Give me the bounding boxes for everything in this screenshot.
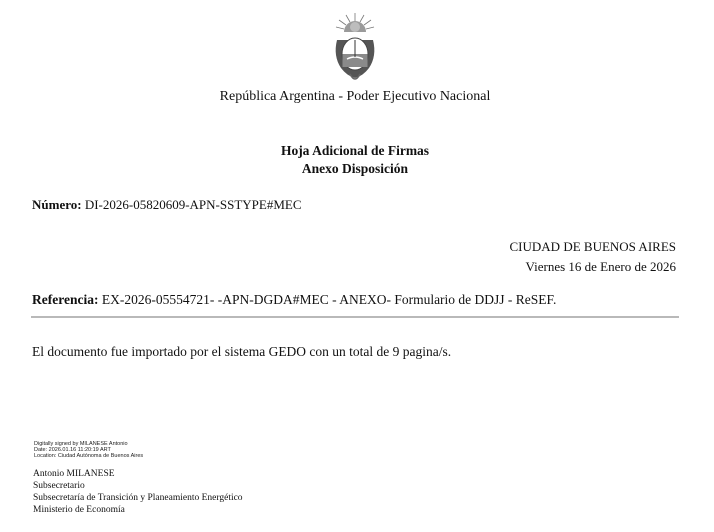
signer-name: Antonio MILANESE bbox=[33, 469, 115, 479]
header-title: República Argentina - Poder Ejecutivo Nacional bbox=[219, 89, 491, 104]
signature-date: Date: 2026.01.16 11:20:19 ART bbox=[34, 447, 111, 453]
signer-role: Subsecretario bbox=[33, 481, 85, 491]
referencia-label: Referencia: bbox=[32, 292, 99, 307]
document-title-line2: Anexo Disposición bbox=[301, 161, 409, 176]
signer-ministry: Ministerio de Economía bbox=[33, 505, 125, 515]
signer-office: Subsecretaría de Transición y Planeamiento Energético bbox=[33, 493, 243, 503]
document-title-line1: Hoja Adicional de Firmas bbox=[280, 143, 430, 158]
body-text: El documento fue importado por el sistema GEDO con un total de 9 pagina/s. bbox=[32, 344, 452, 359]
divider bbox=[31, 316, 679, 318]
signer-block bbox=[33, 468, 243, 516]
digital-signature-stamp bbox=[34, 441, 143, 459]
signature-location: Location: Ciudad Autónoma de Buenos Aires bbox=[34, 453, 144, 459]
reference bbox=[32, 292, 556, 308]
date: Viernes 16 de Enero de 2026 bbox=[525, 259, 676, 274]
place-date bbox=[510, 237, 676, 277]
place: CIUDAD DE BUENOS AIRES bbox=[509, 239, 676, 254]
numero-value: DI-2026-05820609-APN-SSTYPE#MEC bbox=[84, 197, 302, 212]
numero-label: Número: bbox=[32, 197, 82, 212]
document-title bbox=[0, 142, 710, 178]
document-number bbox=[32, 197, 302, 213]
signature-signed-by: Digitally signed by MILANESE Antonio bbox=[34, 441, 128, 447]
coat-of-arms-icon bbox=[327, 12, 383, 86]
referencia-value: EX-2026-05554721- -APN-DGDA#MEC - ANEXO- Formulario de DDJJ - ReSEF. bbox=[101, 292, 557, 307]
